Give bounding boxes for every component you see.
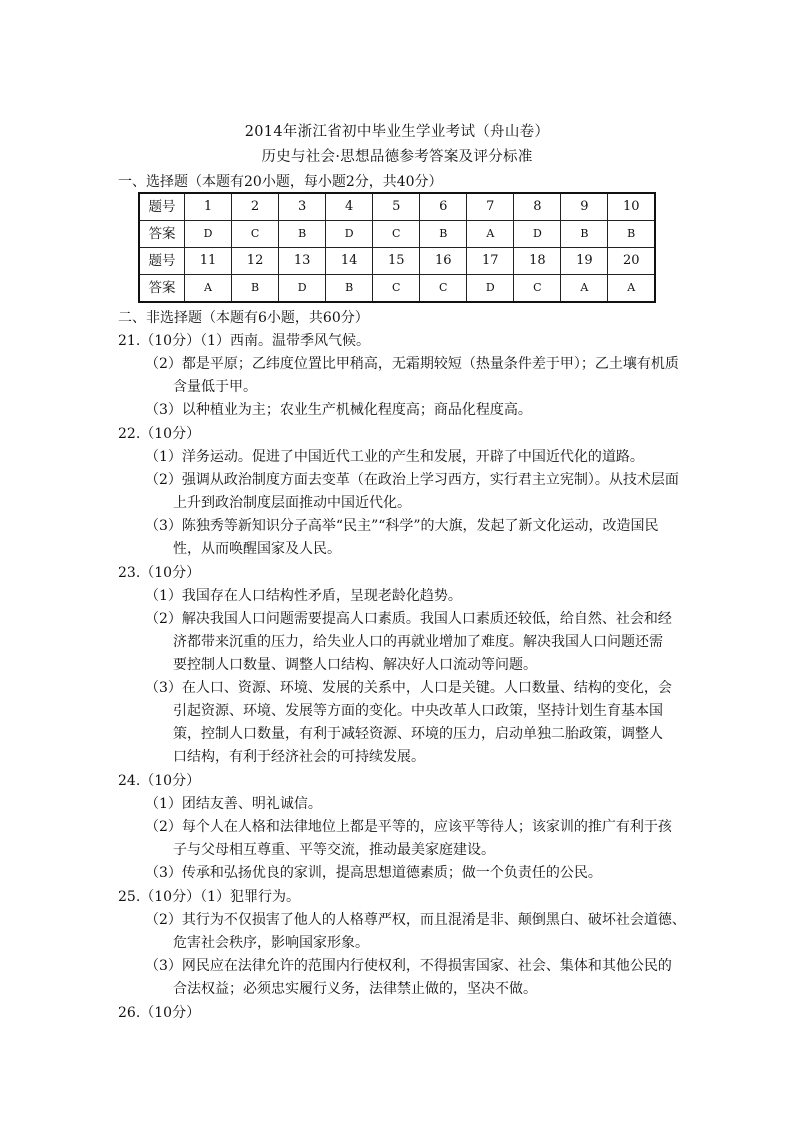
answer-cell: C: [373, 275, 420, 303]
answer-cell: B: [561, 221, 608, 248]
answer-cell: D: [185, 221, 232, 248]
answer-line: （3）传承和弘扬优良的家训，提高思想道德素质；做一个负责任的公民。: [145, 865, 602, 881]
question-number-cell: 8: [514, 193, 561, 221]
question-number-cell: 13: [279, 248, 326, 275]
document-title: 2014年浙江省初中毕业生学业考试（舟山卷）: [244, 124, 550, 140]
answer-cell: D: [326, 221, 373, 248]
answer-line: （3）陈独秀等新知识分子高举“民主”“科学”的大旗，发起了新文化运动，改造国民: [145, 518, 659, 534]
question-number-cell: 11: [185, 248, 232, 275]
answer-line: （2）解决我国人口问题需要提高人口素质。我国人口素质还较低，给自然、社会和经: [145, 611, 672, 627]
answer-cell: B: [420, 221, 467, 248]
answer-line: 含量低于甲。: [173, 379, 257, 395]
answer-line: （2）其行为不仅损害了他人的人格尊严权，而且混淆是非、颠倒黑白、破坏社会道德、: [145, 912, 686, 928]
question-number-cell: 6: [420, 193, 467, 221]
answer-cell: B: [232, 275, 279, 303]
answer-line-q25: 25.（10分）（1）犯罪行为。: [118, 889, 300, 905]
answer-cell: C: [373, 221, 420, 248]
answer-cell: B: [279, 221, 326, 248]
question-number-cell: 9: [561, 193, 608, 221]
answer-line: （2）强调从政治制度方面去变革（在政治上学习西方，实行君主立宪制）。从技术层面: [145, 472, 679, 488]
question-number-cell: 18: [514, 248, 561, 275]
answer-cell: D: [279, 275, 326, 303]
answer-line: （3）以种植业为主；农业生产机械化程度高；商品化程度高。: [145, 402, 532, 418]
section-2-heading: 二、非选择题（本题有6小题，共60分）: [118, 310, 369, 326]
answer-line: 性，从而唤醒国家及人民。: [173, 541, 341, 557]
answer-line-q26: 26.（10分）: [118, 1005, 201, 1021]
multiple-choice-answer-table: [138, 192, 656, 303]
answer-cell: D: [514, 221, 561, 248]
answer-line: 子与父母相互尊重、平等交流，推动最美家庭建设。: [173, 842, 495, 858]
answer-line: 引起资源、环境、发展等方面的变化。中央改革人口政策，坚持计划生育基本国: [173, 703, 663, 719]
answer-line: （1）团结友善、明礼诚信。: [145, 796, 322, 812]
answer-line: （1）我国存在人口结构性矛盾，呈现老龄化趋势。: [145, 588, 462, 604]
row-label-answer: 答案: [139, 221, 185, 248]
answer-line-q21: 21.（10分）（1）西南。温带季风气候。: [118, 333, 370, 349]
table-row-answers-1: [139, 221, 655, 248]
answer-line-q22: 22.（10分）: [118, 426, 201, 442]
answer-line: 合法权益；必须忠实履行义务，法律禁止做的，坚决不做。: [173, 981, 537, 997]
answer-cell: A: [608, 275, 655, 303]
answer-cell: A: [561, 275, 608, 303]
answer-line: 济都带来沉重的压力，给失业人口的再就业增加了难度。解决我国人口问题还需: [173, 634, 663, 650]
answer-line: 上升到政治制度层面推动中国近代化。: [173, 495, 411, 511]
answer-cell: C: [514, 275, 561, 303]
row-label-question: 题号: [139, 193, 185, 221]
answer-cell: A: [467, 221, 514, 248]
question-number-cell: 15: [373, 248, 420, 275]
answer-line-q24: 24.（10分）: [118, 773, 201, 789]
answer-cell: A: [185, 275, 232, 303]
answer-line: 口结构，有利于经济社会的可持续发展。: [173, 749, 425, 765]
question-number-cell: 5: [373, 193, 420, 221]
answer-cell: C: [420, 275, 467, 303]
row-label-question: 题号: [139, 248, 185, 275]
answer-line-q23: 23.（10分）: [118, 565, 201, 581]
answer-line: 危害社会秩序，影响国家形象。: [173, 935, 369, 951]
question-number-cell: 10: [608, 193, 655, 221]
table-row-numbers-2: [139, 248, 655, 275]
question-number-cell: 17: [467, 248, 514, 275]
answer-cell: B: [608, 221, 655, 248]
question-number-cell: 20: [608, 248, 655, 275]
document-subtitle: 历史与社会·思想品德参考答案及评分标准: [261, 149, 533, 165]
question-number-cell: 2: [232, 193, 279, 221]
answer-cell: B: [326, 275, 373, 303]
answer-cell: C: [232, 221, 279, 248]
question-number-cell: 3: [279, 193, 326, 221]
question-number-cell: 4: [326, 193, 373, 221]
question-number-cell: 12: [232, 248, 279, 275]
answer-line: 要控制人口数量、调整人口结构、解决好人口流动等问题。: [173, 657, 537, 673]
section-1-heading: 一、选择题（本题有20小题，每小题2分，共40分）: [118, 174, 443, 190]
question-number-cell: 7: [467, 193, 514, 221]
answer-line: （1）洋务运动。促进了中国近代工业的产生和发展，开辟了中国近代化的道路。: [145, 449, 644, 465]
row-label-answer: 答案: [139, 275, 185, 303]
answer-line: （2）每个人在人格和法律地位上都是平等的，应该平等待人；该家训的推广有利于孩: [145, 819, 672, 835]
answer-line: 策，控制人口数量，有利于减轻资源、环境的压力，启动单独二胎政策，调整人: [173, 726, 663, 742]
question-number-cell: 1: [185, 193, 232, 221]
question-number-cell: 14: [326, 248, 373, 275]
table-row-numbers-1: [139, 193, 655, 221]
answer-line: （2）都是平原；乙纬度位置比甲稍高，无霜期较短（热量条件差于甲）；乙土壤有机质: [145, 356, 679, 372]
table-row-answers-2: [139, 275, 655, 303]
answer-cell: D: [467, 275, 514, 303]
question-number-cell: 19: [561, 248, 608, 275]
question-number-cell: 16: [420, 248, 467, 275]
answer-line: （3）在人口、资源、环境、发展的关系中，人口是关键。人口数量、结构的变化，会: [145, 680, 672, 696]
answer-line: （3）网民应在法律允许的范围内行使权利，不得损害国家、社会、集体和其他公民的: [145, 958, 672, 974]
